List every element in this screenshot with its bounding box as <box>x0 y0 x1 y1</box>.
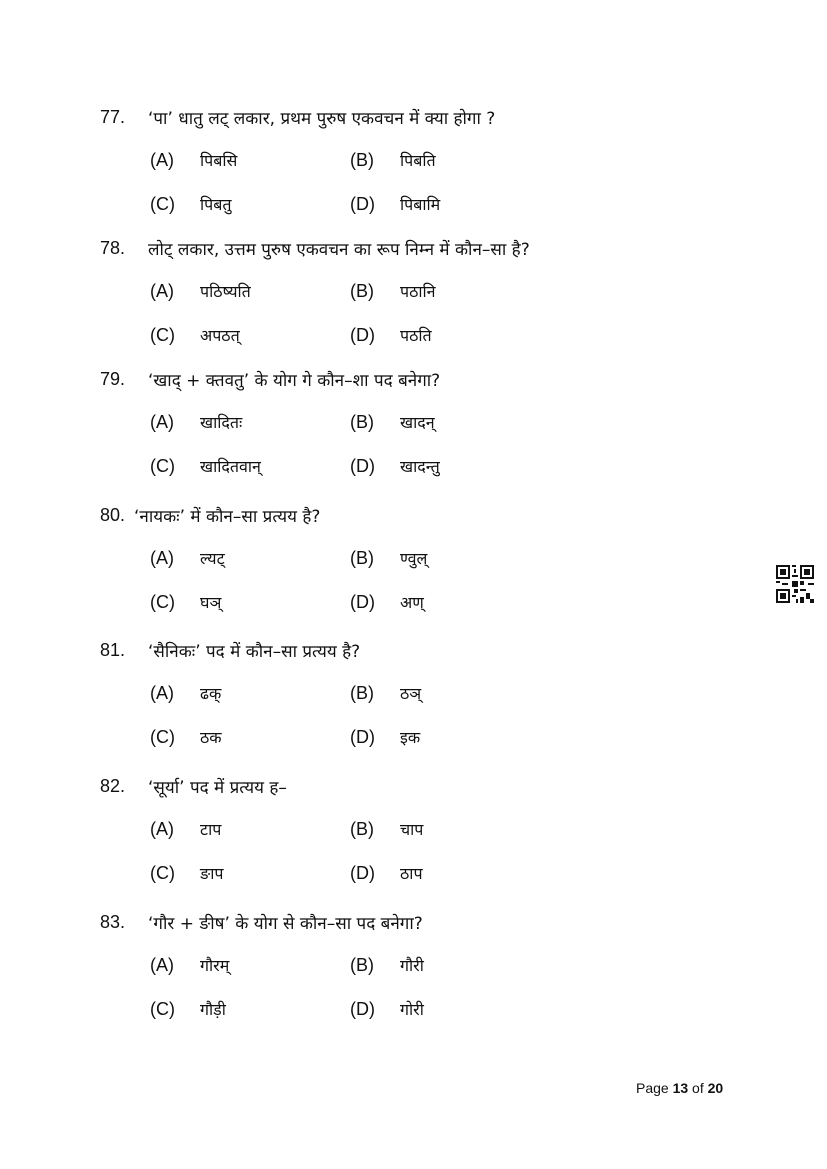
option-label: (A) <box>150 954 174 975</box>
question-number: 82. <box>100 775 126 796</box>
option-label: (D) <box>350 193 375 214</box>
option-label: (A) <box>150 149 174 170</box>
option-d <box>350 321 432 349</box>
question-number: 83. <box>100 911 126 932</box>
option-label: (B) <box>350 411 374 432</box>
option-text: पिबति <box>400 151 436 170</box>
option-label: (D) <box>350 862 375 883</box>
option-d <box>350 588 424 616</box>
option-d <box>350 190 440 218</box>
option-label: (B) <box>350 818 374 839</box>
option-a <box>150 679 221 707</box>
question-text: ‘सैनिकः’ पद में कौन–सा प्रत्यय है? <box>148 641 361 662</box>
option-c <box>150 723 222 751</box>
option-text: चाप <box>400 820 424 839</box>
option-text: अपठत् <box>200 326 240 345</box>
option-label: (D) <box>350 726 375 747</box>
option-c <box>150 452 261 480</box>
option-text: खादितवान् <box>200 457 261 476</box>
option-label: (A) <box>150 547 174 568</box>
option-text: इक <box>400 728 421 747</box>
option-text: ठञ् <box>400 684 422 703</box>
option-text: पिबतु <box>200 195 232 214</box>
option-text: घञ् <box>200 593 222 612</box>
option-label: (B) <box>350 280 374 301</box>
option-text: गौरी <box>400 956 424 975</box>
question-line <box>100 771 287 801</box>
option-text: पठानि <box>400 282 436 301</box>
option-text: ढक् <box>200 684 222 703</box>
question-line <box>100 635 360 665</box>
option-label: (C) <box>150 862 175 883</box>
option-c <box>150 588 221 616</box>
option-label: (D) <box>350 998 375 1019</box>
option-b <box>350 277 436 305</box>
question-text: ‘खाद् + क्तवतु’ के योग गे कौन–शा पद बनेगा? <box>148 370 441 391</box>
option-b <box>350 146 436 174</box>
option-label: (D) <box>350 455 375 476</box>
option-label: (C) <box>150 455 175 476</box>
option-a <box>150 951 229 979</box>
option-text: खादन्तु <box>400 457 440 476</box>
question-number: 79. <box>100 368 126 389</box>
page-number <box>636 1080 723 1096</box>
question-number: 81. <box>100 639 126 660</box>
option-label: (C) <box>150 726 175 747</box>
option-c <box>150 190 232 218</box>
option-c <box>150 859 223 887</box>
option-a <box>150 544 225 572</box>
page-of: of <box>688 1080 708 1096</box>
option-label: (D) <box>350 591 375 612</box>
option-a <box>150 408 242 436</box>
option-label: (B) <box>350 682 374 703</box>
qr-code-icon <box>776 565 814 603</box>
option-text: पठति <box>400 326 432 345</box>
option-a <box>150 146 237 174</box>
question-line <box>100 364 440 394</box>
option-d <box>350 723 420 751</box>
option-text: टाप <box>200 820 222 839</box>
current-page: 13 <box>672 1080 689 1096</box>
question-number: 77. <box>100 106 126 127</box>
option-c <box>150 321 240 349</box>
question-text: ‘गौर + ङीष’ के योग से कौन–सा पद बनेगा? <box>148 913 423 934</box>
question-number: 80. <box>100 504 126 525</box>
question-text: ‘पा’ धातु लट् लकार, प्रथम पुरुष एकवचन में क्या होगा ? <box>148 108 496 129</box>
question-text: लोट् लकार, उत्तम पुरुष एकवचन का रूप निम्न में कौन–सा है? <box>148 239 530 260</box>
option-label: (A) <box>150 411 174 432</box>
option-text: ङाप <box>200 864 224 883</box>
option-c <box>150 995 226 1023</box>
option-label: (B) <box>350 547 374 568</box>
option-text: ल्यट् <box>200 549 225 568</box>
option-label: (B) <box>350 954 374 975</box>
option-label: (A) <box>150 818 174 839</box>
question-line <box>100 102 495 132</box>
option-d <box>350 995 424 1023</box>
option-label: (C) <box>150 324 175 345</box>
option-text: खादितः <box>200 413 243 432</box>
option-label: (A) <box>150 280 174 301</box>
page-prefix: Page <box>636 1080 673 1096</box>
question-number: 78. <box>100 237 126 258</box>
option-b <box>350 679 421 707</box>
option-text: ण्वुल् <box>400 549 428 568</box>
option-a <box>150 815 221 843</box>
question-text: ‘नायकः’ में कौन–सा प्रत्यय है? <box>134 506 321 527</box>
question-line <box>100 907 423 937</box>
option-text: ठाप <box>400 864 423 883</box>
option-text: गौड़ी <box>200 1000 226 1019</box>
option-text: अण् <box>400 593 424 612</box>
option-text: पठिष्यति <box>200 282 251 301</box>
option-b <box>350 408 435 436</box>
option-label: (B) <box>350 149 374 170</box>
option-text: खादन् <box>400 413 435 432</box>
question-text: ‘सूर्या’ पद में प्रत्यय ह– <box>148 777 287 798</box>
question-line <box>100 233 530 263</box>
option-label: (A) <box>150 682 174 703</box>
option-text: गौरम् <box>200 956 230 975</box>
option-text: पिबामि <box>400 195 441 214</box>
option-label: (C) <box>150 193 175 214</box>
option-a <box>150 277 251 305</box>
option-b <box>350 544 427 572</box>
option-b <box>350 815 423 843</box>
option-d <box>350 452 440 480</box>
option-text: गोरी <box>400 1000 424 1019</box>
option-text: ठक <box>200 728 222 747</box>
option-label: (C) <box>150 591 175 612</box>
option-d <box>350 859 423 887</box>
option-b <box>350 951 424 979</box>
option-label: (D) <box>350 324 375 345</box>
option-text: पिबसि <box>200 151 238 170</box>
total-pages: 20 <box>707 1080 724 1096</box>
option-label: (C) <box>150 998 175 1019</box>
question-line <box>100 500 320 530</box>
